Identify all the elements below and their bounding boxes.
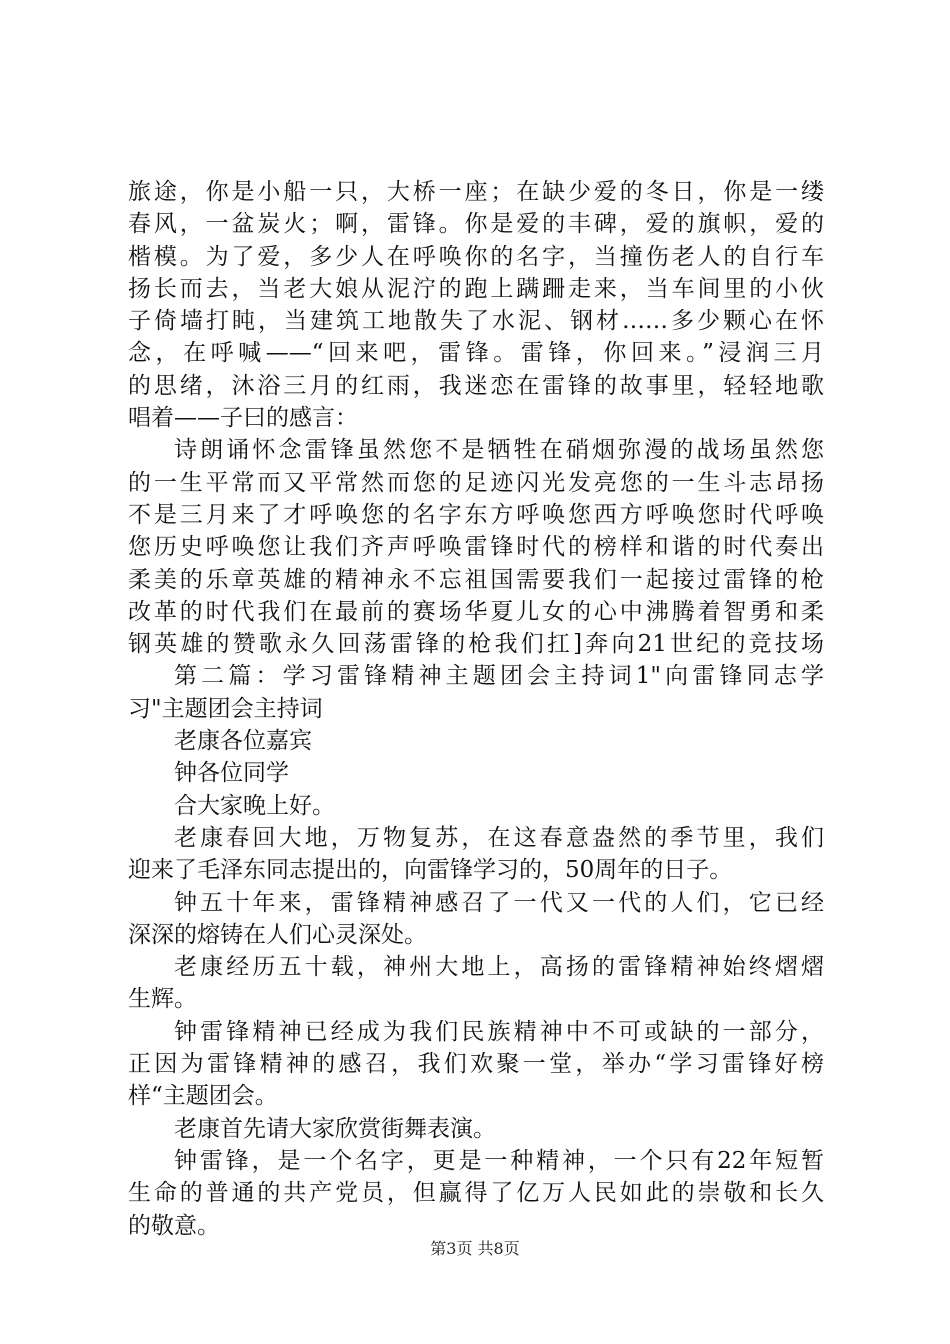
text-line: 老康首先请大家欣赏街舞表演。 <box>174 1115 496 1142</box>
text-line: 诗朗诵怀念雷锋虽然您不是牺牲在硝烟弥漫的战场虽然您 <box>174 437 824 464</box>
text-line: 春风，一盆炭火；啊，雷锋。你是爱的丰碑，爱的旗帜，爱的 <box>128 211 824 238</box>
text-line: 的一生平常而又平常然而您的足迹闪光发亮您的一生斗志昂扬 <box>128 469 824 496</box>
text-line: 迎来了毛泽东同志提出的，向雷锋学习的，50周年的日子。 <box>128 857 733 884</box>
text-line: 不是三月来了才呼唤您的名字东方呼唤您西方呼唤您时代呼唤 <box>128 501 824 528</box>
text-line: 旅途，你是小船一只，大桥一座；在缺少爱的冬日，你是一缕 <box>128 179 824 205</box>
text-line: 念，在呼喊——“回来吧，雷锋。雷锋，你回来。”浸润三月 <box>128 340 824 367</box>
text-line: 柔美的乐章英雄的精神永不忘祖国需要我们一起接过雷锋的枪 <box>128 566 824 593</box>
text-line: 正因为雷锋精神的感召，我们欢聚一堂，举办“学习雷锋好榜 <box>128 1051 824 1078</box>
text-line: 改革的时代我们在最前的赛场华夏儿女的心中沸腾着智勇和柔 <box>128 598 824 625</box>
text-line: 生命的普通的共产党员，但赢得了亿万人民如此的崇敬和长久 <box>128 1180 824 1207</box>
text-line: 楷模。为了爱，多少人在呼唤你的名字，当撞伤老人的自行车 <box>128 243 824 270</box>
text-line: 老康经历五十载，神州大地上，高扬的雷锋精神始终熠熠 <box>174 954 824 981</box>
text-line: 钟各位同学 <box>174 760 289 787</box>
page-number-footer: 第3页 共8页 <box>430 1239 520 1258</box>
text-line: 您历史呼唤您让我们齐声呼唤雷锋时代的榜样和谐的时代奏出 <box>128 534 824 561</box>
text-line: 样“主题团会。 <box>128 1083 278 1110</box>
text-line: 钟五十年来，雷锋精神感召了一代又一代的人们，它已经 <box>174 889 824 916</box>
text-line: 子倚墙打盹，当建筑工地散失了水泥、钢材……多少颗心在怀 <box>128 308 824 335</box>
text-line: 第二篇：学习雷锋精神主题团会主持词1"向雷锋同志学 <box>174 663 824 690</box>
text-line: 生辉。 <box>128 986 197 1013</box>
text-line: 习"主题团会主持词 <box>128 695 323 722</box>
text-line: 的敬意。 <box>128 1212 220 1239</box>
text-line: 唱着——子曰的感言： <box>128 405 358 432</box>
text-line: 深深的熔铸在人们心灵深处。 <box>128 921 427 948</box>
text-line: 合大家晚上好。 <box>174 792 335 819</box>
text-line: 钟雷锋，是一个名字，更是一种精神，一个只有22年短暂 <box>174 1147 824 1174</box>
text-line: 钟雷锋精神已经成为我们民族精神中不可或缺的一部分， <box>174 1018 824 1045</box>
text-line: 的思绪，沐浴三月的红雨，我迷恋在雷锋的故事里，轻轻地歌 <box>128 372 824 399</box>
text-line: 扬长而去，当老大娘从泥泞的跑上蹒跚走来，当车间里的小伙 <box>128 275 824 302</box>
text-line: 老康春回大地，万物复苏，在这春意盎然的季节里，我们 <box>174 824 824 851</box>
text-line: 钢英雄的赞歌永久回荡雷锋的枪我们扛]奔向21世纪的竞技场 <box>128 631 824 658</box>
document-body <box>128 176 824 1242</box>
text-line: 老康各位嘉宾 <box>174 728 312 755</box>
